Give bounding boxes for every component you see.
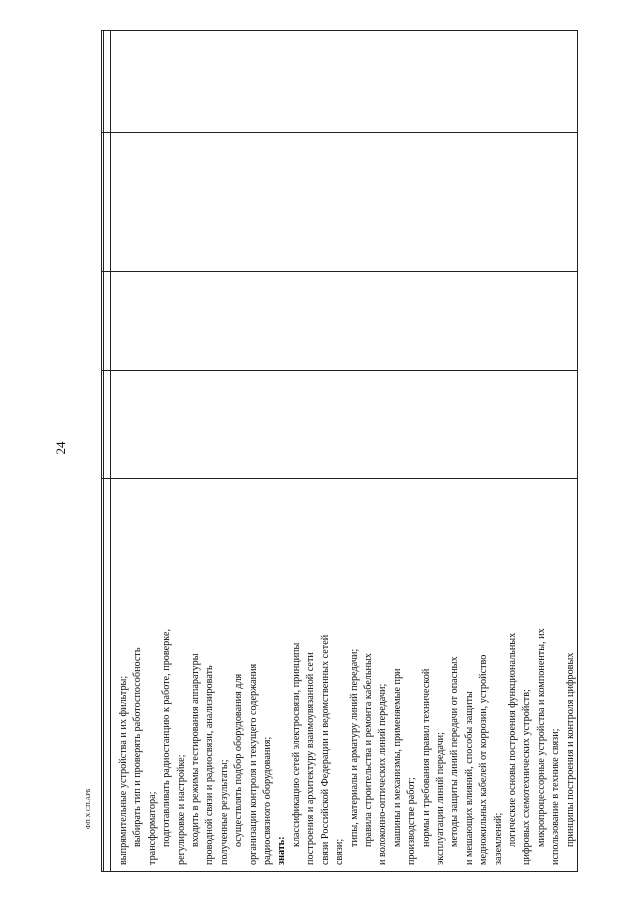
page-number: 24: [53, 441, 68, 455]
text-line: производстве работ;: [406, 777, 418, 865]
text-line: эксплуатации линий передачи;: [434, 732, 446, 865]
text-line: входить в режимы тестирования аппаратуры: [190, 653, 202, 847]
table-column-divider: [101, 370, 578, 371]
text-line: и мешающих влияний, способы защиты: [463, 691, 475, 865]
text-line: правила строительства и ремонта кабельных: [362, 653, 374, 847]
text-line: логические основы построения функциональных: [506, 632, 518, 847]
text-line: радиосвязного оборудования;: [262, 736, 274, 865]
table-text-cell: [115, 479, 578, 867]
text-line: знать:: [276, 836, 288, 865]
text-line: типы, материалы и арматуру линий передачи;: [348, 648, 360, 847]
text-line: машины и механизмы, применяемые при: [391, 668, 403, 847]
text-line: проводной связи и радиосвязи, анализировать: [204, 665, 216, 865]
text-line: микропроцессорные устройства и компоненты, их: [535, 628, 547, 847]
footer-form-code: ФП Х СП.АРБ: [85, 788, 92, 829]
text-line: осуществлять подбор оборудования для: [233, 673, 245, 847]
text-line: заземлений;: [492, 812, 504, 865]
text-line: медножильных кабелей от коррозии, устройство: [478, 654, 490, 865]
text-line: построения и архитектуру взаимоувязанной сети: [305, 652, 317, 865]
text-line: использование в технике связи;: [550, 728, 562, 865]
table-column-divider: [101, 132, 578, 133]
text-line: подготавливать радиостанцию к работе, проверке,: [161, 628, 173, 847]
text-line: выбирать тип и проверять работоспособность: [132, 647, 144, 847]
text-line: и волоконно-оптических линий передачи;: [377, 683, 389, 865]
text-line: принципы построения и контроля цифровых: [564, 652, 576, 847]
table-column-divider: [101, 271, 578, 272]
text-line: регулировке и настройке;: [175, 754, 187, 865]
text-line: связи Российской Федерации и ведомственных сетей: [319, 634, 331, 865]
text-line: методы защиты линий передачи от опасных: [449, 656, 461, 847]
text-line: организации контроля и текущего содержания: [247, 663, 259, 865]
text-line: связи;: [334, 838, 346, 865]
text-line: цифровых схемотехнических устройств;: [521, 689, 533, 865]
text-line: классификацию сетей электросвязи, принципы: [290, 642, 302, 847]
text-line: нормы и требования правил технической: [420, 668, 432, 847]
table-inner-border-line: [110, 30, 111, 872]
text-line: трансформатора;: [146, 791, 158, 865]
text-line: полученные результаты;: [218, 759, 230, 865]
table-inner-border-line: [103, 30, 104, 872]
text-line: выпрямительные устройства и их фильтры;: [118, 675, 129, 865]
